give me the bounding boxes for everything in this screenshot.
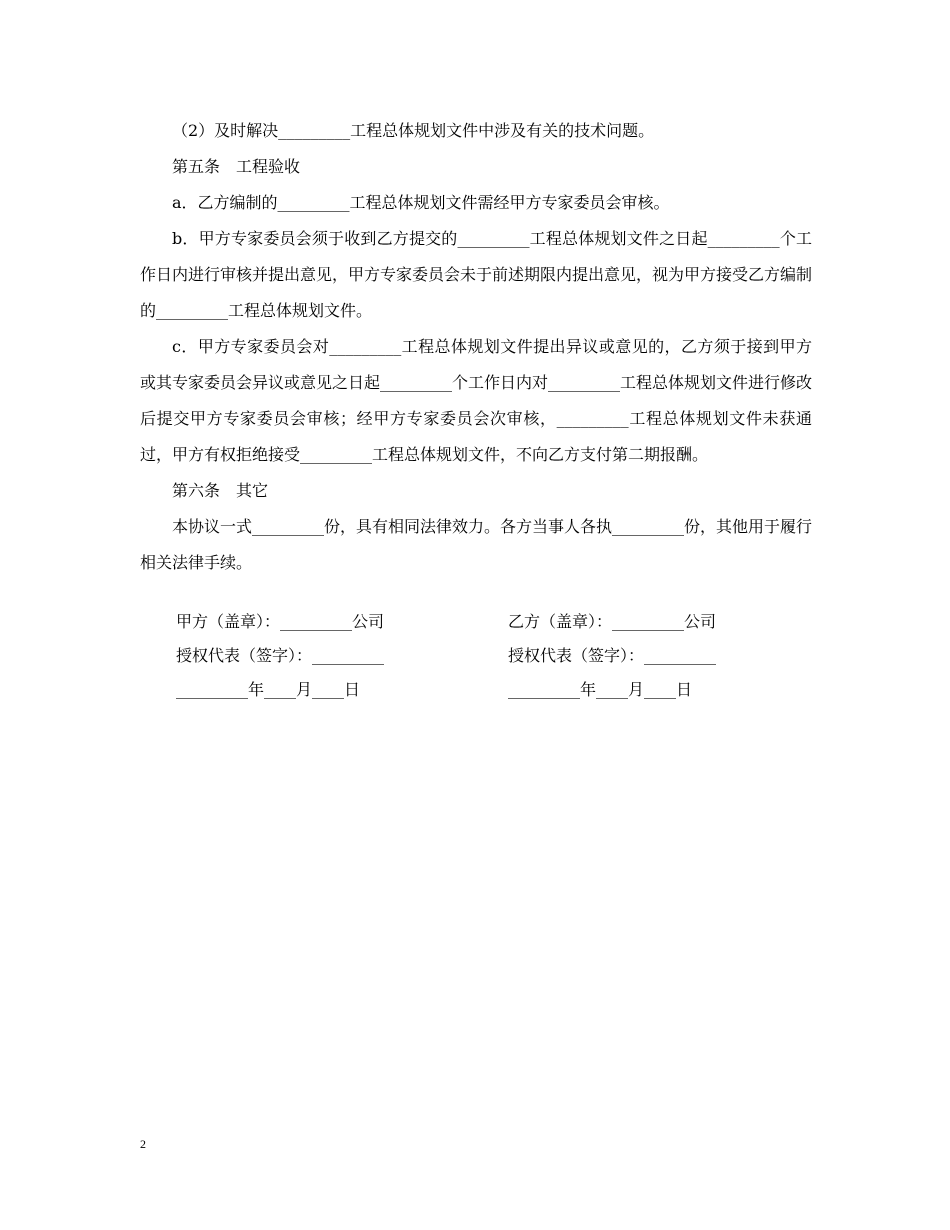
signature-row-representative [140, 637, 840, 671]
party-b-seal: 乙方（盖章）：_________公司 [508, 611, 717, 631]
page-number: 2 [140, 1137, 146, 1151]
party-b-date: _________年____月____日 [508, 679, 693, 699]
paragraph-acceptance-c: c．甲方专家委员会对_________工程总体规划文件提出异议或意见的，乙方须于接到甲方或其专家委员会异议或意见之日起_________个工作日内对_________工程总体规划文件进行修改后提交甲方专家委员会审核；经甲方专家委员会次审核，_________工程总体规划文件未获通过，甲方有权拒绝接受_________工程总体规划文件，不向乙方支付第二期报酬。 [140, 337, 813, 464]
article-5-heading: 第五条 工程验收 [172, 157, 301, 176]
paragraph-acceptance-b: b．甲方专家委员会须于收到乙方提交的_________工程总体规划文件之日起_________个工作日内进行审核并提出意见，甲方专家委员会未于前述期限内提出意见，视为甲方接受乙方编制的_________工程总体规划文件。 [140, 229, 813, 320]
party-a-seal: 甲方（盖章）：_________公司 [176, 611, 385, 631]
signature-row-seal [140, 603, 840, 637]
paragraph-copies: 本协议一式_________份，具有相同法律效力。各方当事人各执_________份，其他用于履行相关法律手续。 [140, 517, 813, 572]
contract-body [140, 113, 812, 581]
signature-block [140, 603, 840, 705]
party-a-representative: 授权代表（签字）：_________ [176, 645, 385, 665]
article-6-heading: 第六条 其它 [172, 481, 269, 500]
paragraph-acceptance-a: a．乙方编制的_________工程总体规划文件需经甲方专家委员会审核。 [172, 193, 670, 212]
signature-row-date [140, 671, 840, 705]
party-b-representative: 授权代表（签字）：_________ [508, 645, 717, 665]
party-a-date: _________年____月____日 [176, 679, 361, 699]
paragraph-item-2: （2）及时解决_________工程总体规划文件中涉及有关的技术问题。 [172, 121, 655, 140]
